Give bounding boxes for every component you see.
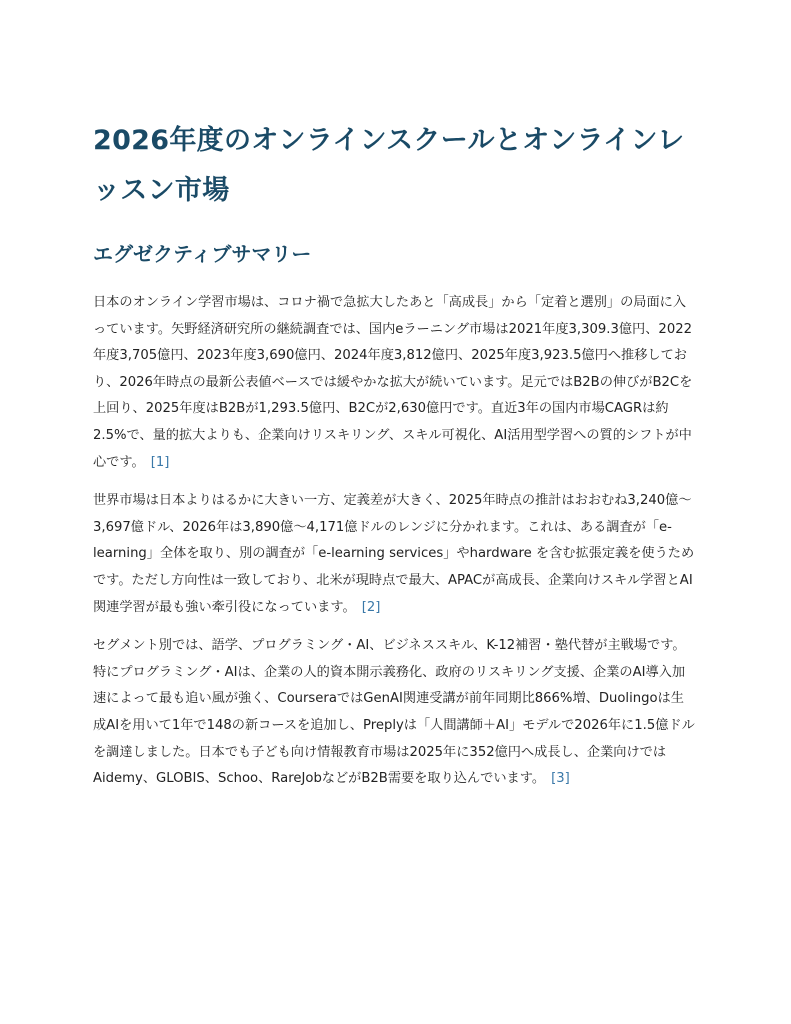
summary-paragraph-3 xyxy=(93,633,696,793)
paragraph-text: セグメント別では、語学、プログラミング・AI、ビジネススキル、K-12補習・塾代替が主戦場です。特にプログラミング・AIは、企業の人的資本開示義務化、政府のリスキリング支援、企業のAI導入加速によって最も追い風が強く、CourseraではGenAI関連受講が前年同期比866%増、Duolingoは生成AIを用いて1年で148の新コースを追加し、Preplyは「人間講師＋AI」モデルで2026年に1.5億ドルを調達しました。日本でも子ども向け情報教育市場は2025年に352億円へ成長し、企業向けではAidemy、GLOBIS、Schoo、RareJobなどがB2B需要を取り込んでいます。 xyxy=(93,638,695,787)
citation-link-2[interactable]: [2] xyxy=(361,599,381,615)
paragraph-text: 世界市場は日本よりはるかに大きい一方、定義差が大きく、2025年時点の推計はおおむね3,240億〜3,697億ドル、2026年は3,890億〜4,171億ドルのレンジに分かれます。これは、ある調査が「e-learning」全体を取り、別の調査が「e-learning services」やhardware を含む拡張定義を使うためです。ただし方向性は一致しており、北米が現時点で最大、APACが高成長、企業向けスキル学習とAI関連学習が最も強い牽引役になっています。 xyxy=(93,493,695,615)
citation-link-1[interactable]: [1] xyxy=(150,454,170,470)
summary-paragraph-1 xyxy=(93,290,696,476)
citation-link-3[interactable]: [3] xyxy=(551,771,570,787)
section-heading-executive-summary: エグゼクティブサマリー xyxy=(93,242,312,266)
paragraph-text: 日本のオンライン学習市場は、コロナ禍で急拡大したあと「高成長」から「定着と選別」の局面に入っています。矢野経済研究所の継続調査では、国内eラーニング市場は2021年度3,309.3億円、2022年度3,705億円、2023年度3,690億円、2024年度3,812億円、2025年度3,923.5億円へ推移しており、2026年時点の最新公表値ベースでは緩やかな拡大が続いています。足元ではB2Bの伸びがB2Cを上回り、2025年度はB2Bが1,293.5億円、B2Cが2,630億円です。直近3年の国内市場CAGRは約2.5%で、量的拡大よりも、企業向けリスキリング、スキル可視化、AI活用型学習への質的シフトが中心です。 xyxy=(93,295,693,470)
summary-paragraph-2 xyxy=(93,488,696,621)
page-title: 2026年度のオンラインスクールとオンラインレッスン市場 xyxy=(93,125,685,206)
